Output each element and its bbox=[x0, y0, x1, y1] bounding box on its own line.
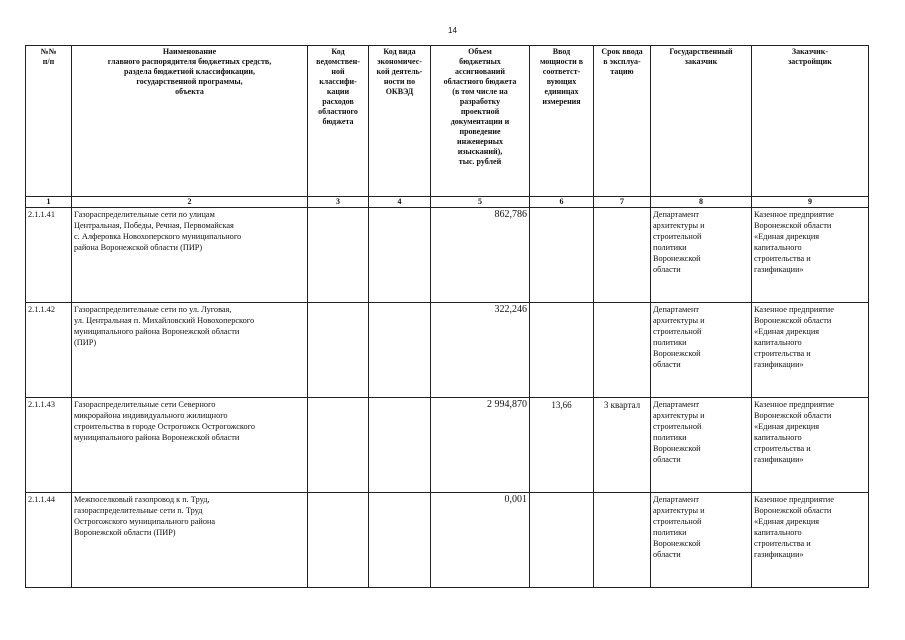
column-number: 5 bbox=[431, 197, 530, 208]
object-name: Газораспределительные сети по улицам Центральная, Победы, Речная, Первомайская с. Алферовка Новохоперского муниципального района Воронежской области (ПИР) bbox=[72, 208, 308, 303]
budget-amount: 0,001 bbox=[431, 493, 530, 588]
developer: Казенное предприятие Воронежской области «Единая дирекция капитального строительства и газификации» bbox=[752, 493, 869, 588]
header-cell: №№ п/п bbox=[26, 46, 72, 197]
column-number: 2 bbox=[72, 197, 308, 208]
header-cell: Ввод мощности в соответст- вующих единицах измерения bbox=[530, 46, 594, 197]
header-cell: Код ведомствен- ной классифи- кации расходов областного бюджета bbox=[308, 46, 369, 197]
column-number: 6 bbox=[530, 197, 594, 208]
header-cell: Код вида экономичес- кой деятель- ности по ОКВЭД bbox=[369, 46, 431, 197]
commissioning-term bbox=[594, 208, 651, 303]
header-cell: Государственный заказчик bbox=[651, 46, 752, 197]
okved-code bbox=[369, 303, 431, 398]
column-number: 4 bbox=[369, 197, 431, 208]
column-number: 9 bbox=[752, 197, 869, 208]
table-row bbox=[26, 303, 869, 398]
object-name: Газораспределительные сети Северного микрорайона индивидуального жилищного строительства в городе Острогожск Острогожского муниципального района Воронежской области bbox=[72, 398, 308, 493]
object-name: Газораспределительные сети по ул. Луговая, ул. Центральная п. Михайловский Новохоперского муниципального района Воронежской области (ПИР) bbox=[72, 303, 308, 398]
row-number: 2.1.1.41 bbox=[26, 208, 72, 303]
commissioning-term bbox=[594, 303, 651, 398]
column-number: 3 bbox=[308, 197, 369, 208]
dept-code bbox=[308, 303, 369, 398]
okved-code bbox=[369, 493, 431, 588]
dept-code bbox=[308, 493, 369, 588]
column-number: 7 bbox=[594, 197, 651, 208]
state-customer: Департамент архитектуры и строительной политики Воронежской области bbox=[651, 303, 752, 398]
table-row bbox=[26, 398, 869, 493]
header-cell: Заказчик- застройщик bbox=[752, 46, 869, 197]
column-number-row bbox=[26, 197, 869, 208]
commissioning-term bbox=[594, 493, 651, 588]
developer: Казенное предприятие Воронежской области «Единая дирекция капитального строительства и газификации» bbox=[752, 303, 869, 398]
header-cell: Объем бюджетных ассигнований областного бюджета (в том числе на разработку проектной документации и проведение инженерных изысканий), тыс. рублей bbox=[431, 46, 530, 197]
table-row bbox=[26, 208, 869, 303]
row-number: 2.1.1.42 bbox=[26, 303, 72, 398]
capacity bbox=[530, 493, 594, 588]
budget-amount: 862,786 bbox=[431, 208, 530, 303]
capacity bbox=[530, 208, 594, 303]
row-number: 2.1.1.43 bbox=[26, 398, 72, 493]
object-name: Межпоселковый газопровод к п. Труд, газораспределительные сети п. Труд Острогожского муниципального района Воронежской области (ПИР) bbox=[72, 493, 308, 588]
state-customer: Департамент архитектуры и строительной политики Воронежской области bbox=[651, 493, 752, 588]
budget-table bbox=[25, 45, 869, 588]
column-number: 1 bbox=[26, 197, 72, 208]
budget-amount: 2 994,870 bbox=[431, 398, 530, 493]
header-cell: Срок ввода в эксплуа- тацию bbox=[594, 46, 651, 197]
header-row bbox=[26, 46, 869, 197]
budget-amount: 322,246 bbox=[431, 303, 530, 398]
column-number: 8 bbox=[651, 197, 752, 208]
state-customer: Департамент архитектуры и строительной политики Воронежской области bbox=[651, 398, 752, 493]
state-customer: Департамент архитектуры и строительной политики Воронежской области bbox=[651, 208, 752, 303]
okved-code bbox=[369, 398, 431, 493]
dept-code bbox=[308, 398, 369, 493]
table-row bbox=[26, 493, 869, 588]
dept-code bbox=[308, 208, 369, 303]
header-cell: Наименование главного распорядителя бюджетных средств, раздела бюджетной классификации, государственной программы, объекта bbox=[72, 46, 308, 197]
developer: Казенное предприятие Воронежской области «Единая дирекция капитального строительства и газификации» bbox=[752, 398, 869, 493]
capacity: 13,66 bbox=[530, 398, 594, 493]
okved-code bbox=[369, 208, 431, 303]
page-number: 14 bbox=[448, 26, 457, 35]
developer: Казенное предприятие Воронежской области «Единая дирекция капитального строительства и газификации» bbox=[752, 208, 869, 303]
commissioning-term: 3 квартал bbox=[594, 398, 651, 493]
row-number: 2.1.1.44 bbox=[26, 493, 72, 588]
capacity bbox=[530, 303, 594, 398]
